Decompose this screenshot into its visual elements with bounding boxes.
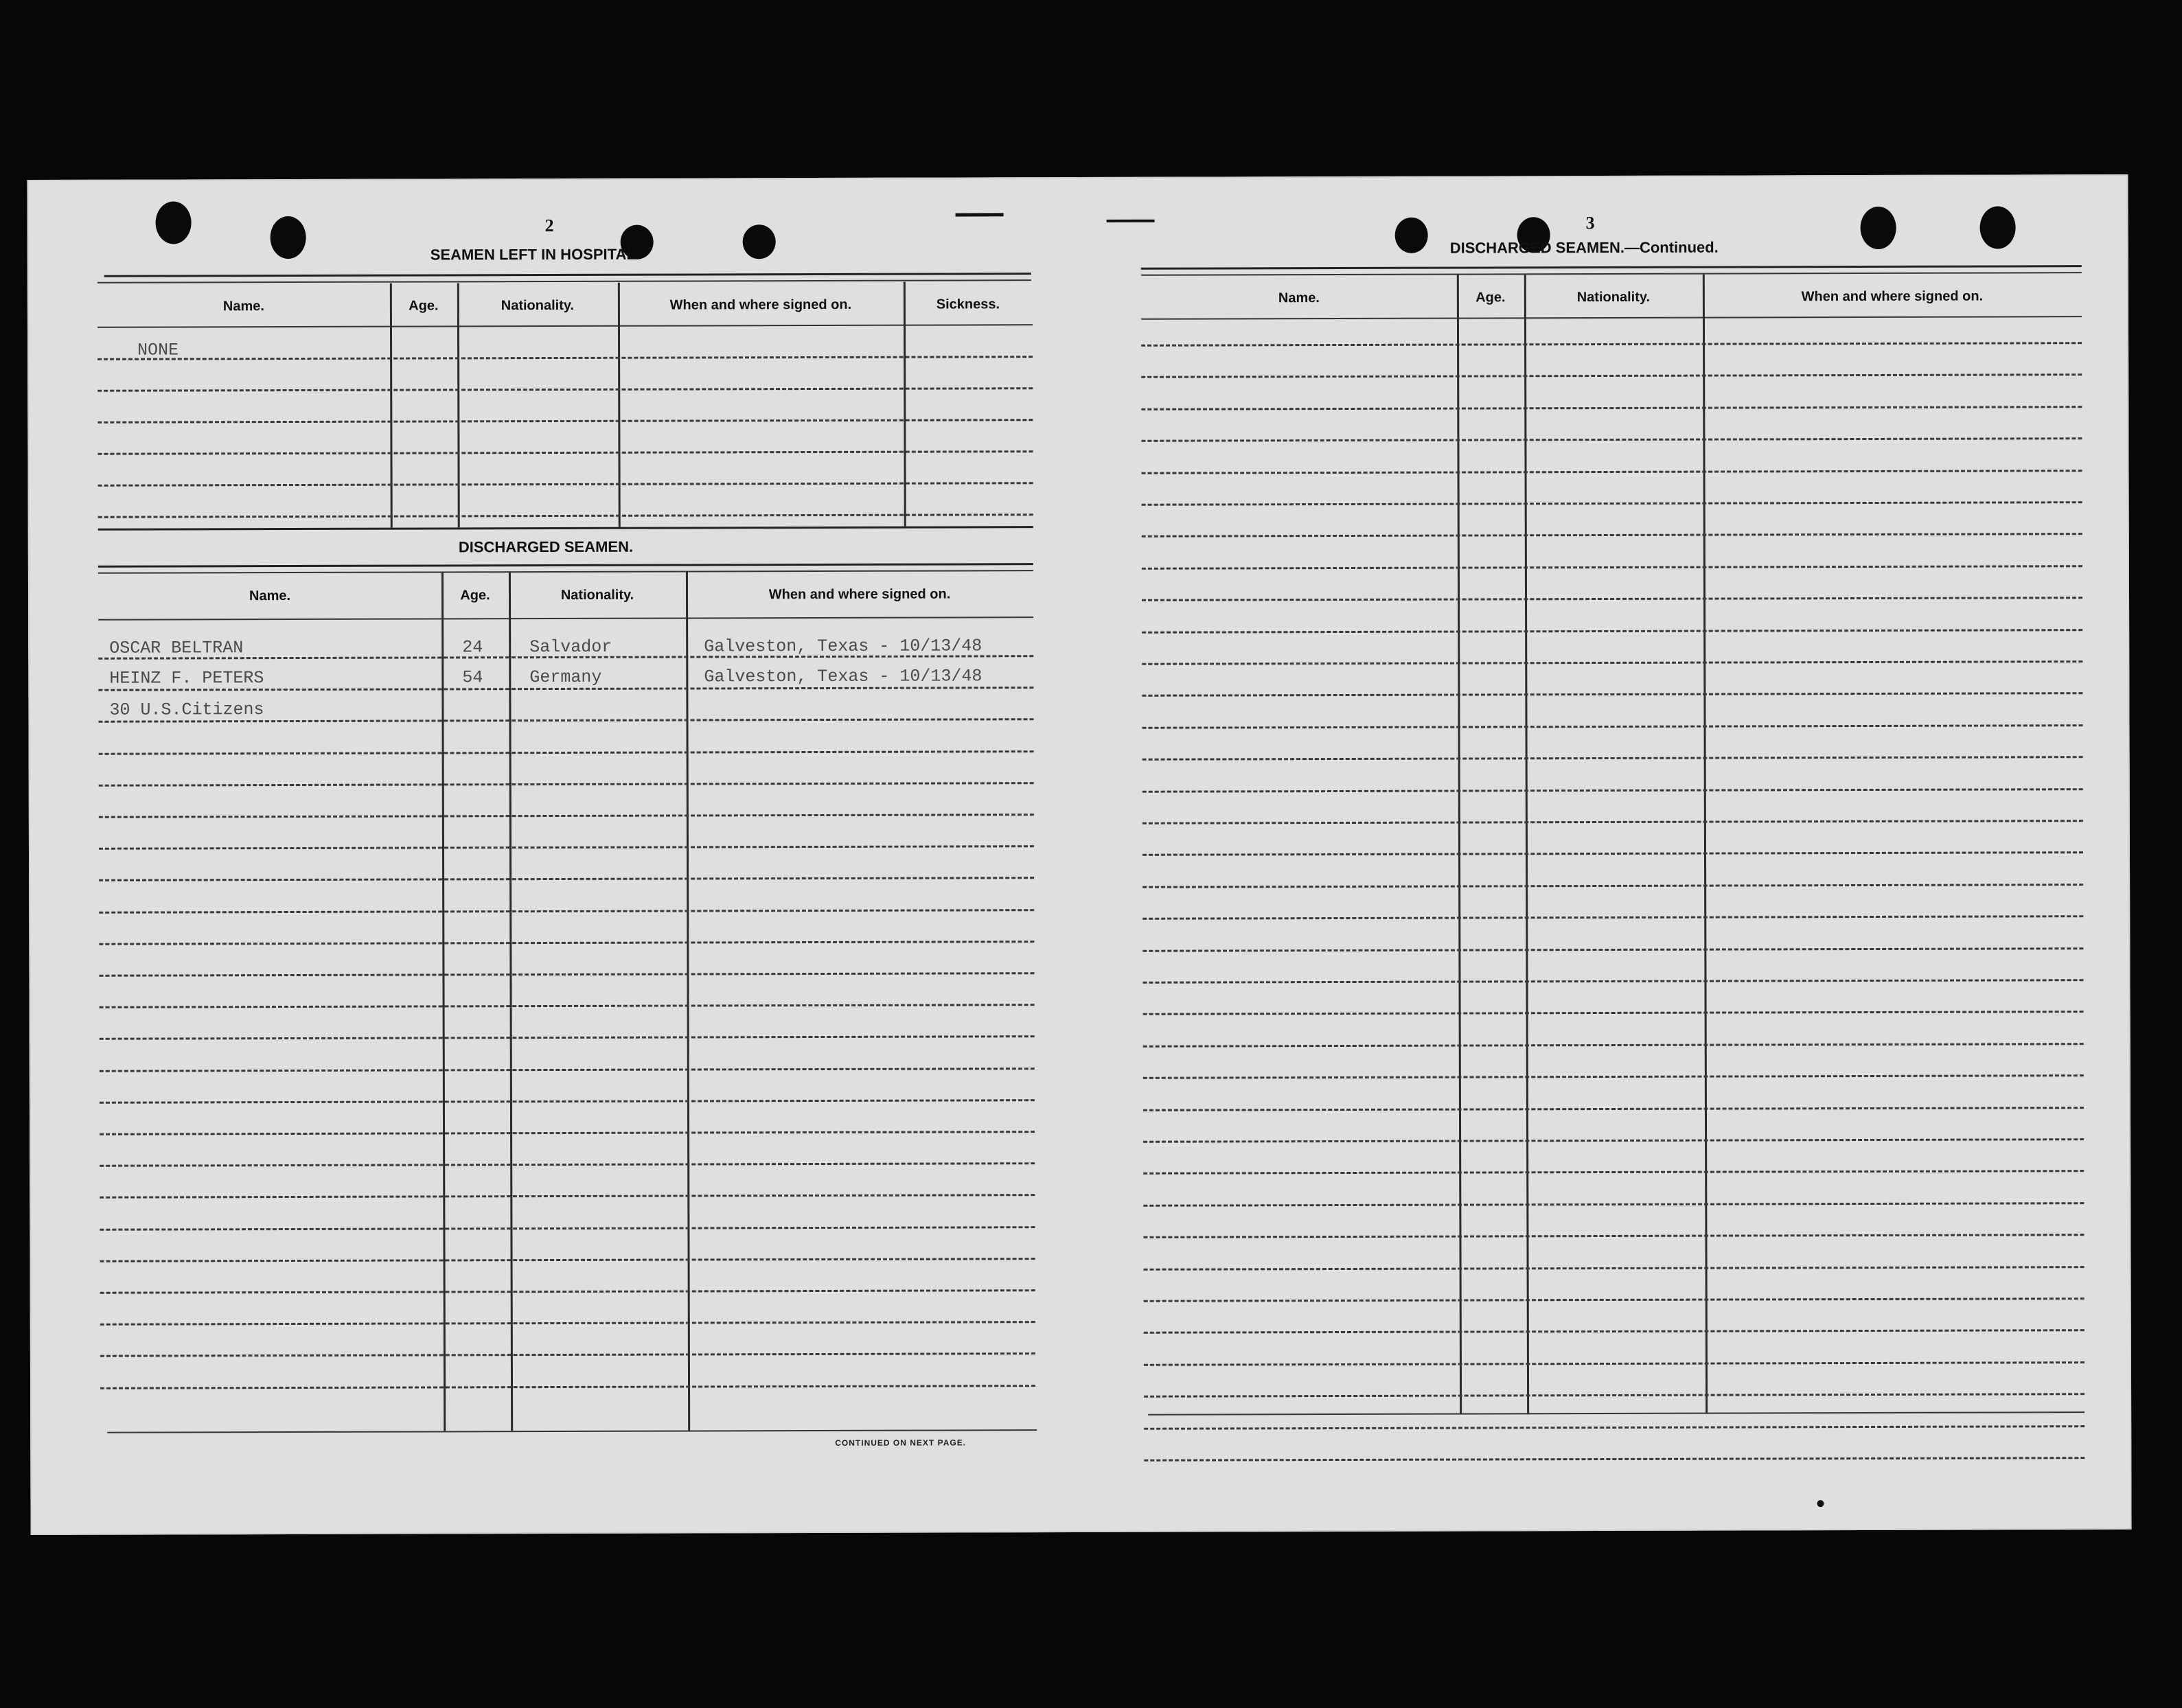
table-row — [98, 482, 1033, 487]
table-row — [1143, 1234, 2084, 1238]
table-row — [1142, 852, 2083, 857]
table-row — [1142, 660, 2082, 665]
scan-mark — [1817, 1500, 1824, 1507]
table-row — [100, 1258, 1035, 1262]
punch-hole — [1395, 218, 1428, 253]
seaman-nationality: Salvador — [529, 636, 612, 658]
table-row — [97, 356, 1033, 360]
table-row — [99, 877, 1034, 882]
col-header-signed-on: When and where signed on. — [1801, 288, 1984, 305]
discharged-continued-table — [1141, 273, 2085, 1416]
table-row — [97, 419, 1033, 424]
seaman-name: HEINZ F. PETERS — [109, 668, 264, 689]
table-row — [100, 1289, 1035, 1294]
col-header-name: Name. — [1278, 290, 1320, 306]
table-row — [100, 1385, 1035, 1389]
rule — [98, 563, 1033, 568]
table-row — [99, 782, 1034, 787]
col-header-signed-on: When and where signed on. — [669, 297, 852, 313]
page-number-left: 2 — [544, 216, 554, 236]
continued-note: CONTINUED ON NEXT PAGE. — [835, 1438, 967, 1448]
table-row — [1142, 788, 2083, 793]
col-header-nationality: Nationality. — [1576, 289, 1651, 305]
table-row — [100, 1068, 1035, 1072]
seaman-age: 54 — [462, 667, 483, 688]
table-row — [1142, 947, 2083, 952]
table-row — [97, 387, 1033, 392]
table-row — [1141, 437, 2082, 442]
table-row — [1142, 724, 2083, 729]
table-row — [1143, 1043, 2084, 1048]
table-row — [1144, 1266, 2085, 1271]
table-row — [1144, 1393, 2085, 1398]
punch-hole — [1980, 206, 2016, 249]
hospital-entry: NONE — [137, 340, 179, 360]
rule — [1141, 265, 2082, 270]
scan-mark — [1107, 220, 1155, 222]
table-row — [99, 940, 1034, 945]
col-header-name: Name. — [222, 299, 264, 314]
page-number-right: 3 — [1585, 213, 1595, 233]
table-row — [1143, 1011, 2084, 1016]
document-sheet — [27, 174, 2131, 1535]
col-header-name: Name. — [249, 588, 291, 604]
table-row — [1142, 693, 2082, 697]
table-row — [1141, 342, 2082, 347]
table-row — [1144, 1457, 2085, 1462]
table-row — [1143, 1138, 2084, 1143]
seaman-age: 24 — [462, 637, 483, 658]
table-row — [1141, 406, 2082, 411]
table-row — [100, 1162, 1035, 1167]
seaman-name: OSCAR BELTRAN — [109, 638, 244, 658]
hospital-table — [97, 281, 1033, 529]
table-row — [1144, 1297, 2085, 1302]
table-row — [99, 750, 1034, 755]
table-row — [1143, 1202, 2084, 1207]
table-row — [1144, 1330, 2085, 1335]
table-row — [1142, 915, 2083, 920]
seaman-nationality: Germany — [529, 667, 602, 688]
col-header-age: Age. — [460, 588, 490, 603]
table-row — [100, 1131, 1035, 1135]
table-row — [1142, 501, 2082, 506]
table-row — [99, 845, 1034, 850]
table-row — [1143, 1107, 2084, 1111]
table-row — [100, 1321, 1035, 1326]
table-row — [100, 1226, 1035, 1231]
table-row — [1142, 884, 2083, 888]
table-row — [1142, 565, 2082, 570]
col-header-age: Age. — [1475, 290, 1506, 305]
hospital-section-title: SEAMEN LEFT IN HOSPITAL. — [430, 245, 640, 264]
col-header-sickness: Sickness. — [936, 297, 1000, 312]
table-row — [100, 1004, 1035, 1008]
table-row — [1141, 374, 2082, 379]
scan-mark — [956, 213, 1004, 216]
table-row — [1143, 1170, 2084, 1175]
table-row — [1142, 820, 2083, 824]
col-header-signed-on: When and where signed on. — [768, 586, 951, 603]
table-row — [1142, 756, 2083, 761]
rule — [104, 273, 1031, 277]
table-row — [1142, 470, 2082, 474]
discharged-section-title: DISCHARGED SEAMEN. — [458, 538, 634, 556]
seaman-signed-on: Galveston, Texas - 10/13/48 — [704, 666, 983, 687]
table-row — [1142, 979, 2083, 984]
col-header-nationality: Nationality. — [560, 587, 634, 603]
col-header-age: Age. — [409, 298, 439, 314]
table-row — [98, 513, 1033, 518]
col-header-nationality: Nationality. — [501, 297, 575, 314]
discharged-continued-title: DISCHARGED SEAMEN.—Continued. — [1449, 238, 1719, 257]
table-row — [1142, 629, 2082, 634]
table-row — [99, 813, 1034, 818]
discharged-table — [98, 571, 1035, 1432]
punch-hole — [271, 216, 306, 259]
table-row — [1143, 1074, 2084, 1079]
table-row — [97, 450, 1033, 455]
table-row — [1142, 597, 2082, 601]
table-row — [1144, 1361, 2085, 1366]
table-row — [100, 1099, 1035, 1104]
table-row — [100, 1195, 1035, 1199]
punch-hole — [743, 224, 776, 259]
table-row — [100, 1036, 1035, 1041]
seaman-name: 30 U.S.Citizens — [109, 700, 264, 720]
table-row — [1142, 533, 2082, 538]
punch-hole — [1861, 207, 1896, 249]
seaman-signed-on: Galveston, Texas - 10/13/48 — [704, 636, 983, 657]
table-row — [1144, 1425, 2085, 1430]
punch-hole — [156, 201, 192, 244]
table-row — [99, 972, 1034, 977]
table-row — [100, 1353, 1035, 1358]
table-row — [99, 909, 1034, 914]
